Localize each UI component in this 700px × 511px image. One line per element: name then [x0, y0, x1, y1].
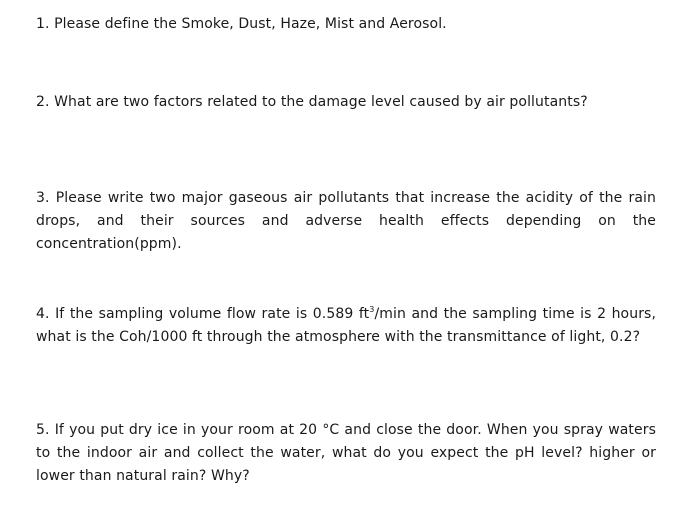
question-4-text-before: 4. If the sampling volume flow rate is 0.589 ft: [36, 306, 370, 322]
question-3: [36, 187, 656, 256]
cubic-superscript: 3: [369, 305, 375, 314]
question-5-text: 5. If you put dry ice in your room at 20 °C and close the door. When you spray waters to the indoor air and collect the water, what do you expect the pH level? higher or lower than natural rain? Why?: [36, 422, 656, 484]
question-1-text: 1. Please define the Smoke, Dust, Haze, Mist and Aerosol.: [36, 16, 447, 32]
question-4-text-after: /min and the sampling time is 2 hours, what is the Coh/1000 ft through the atmosphere with the transmittance of light, 0.2?: [36, 306, 656, 345]
question-5: [36, 419, 656, 488]
question-3-text: 3. Please write two major gaseous air pollutants that increase the acidity of the rain drops, and their sources and adverse health effects depending on the concentration(ppm).: [36, 190, 656, 252]
question-4: [36, 303, 656, 349]
question-1: [36, 13, 656, 36]
question-2-text: 2. What are two factors related to the damage level caused by air pollutants?: [36, 94, 588, 110]
question-2: [36, 91, 656, 114]
